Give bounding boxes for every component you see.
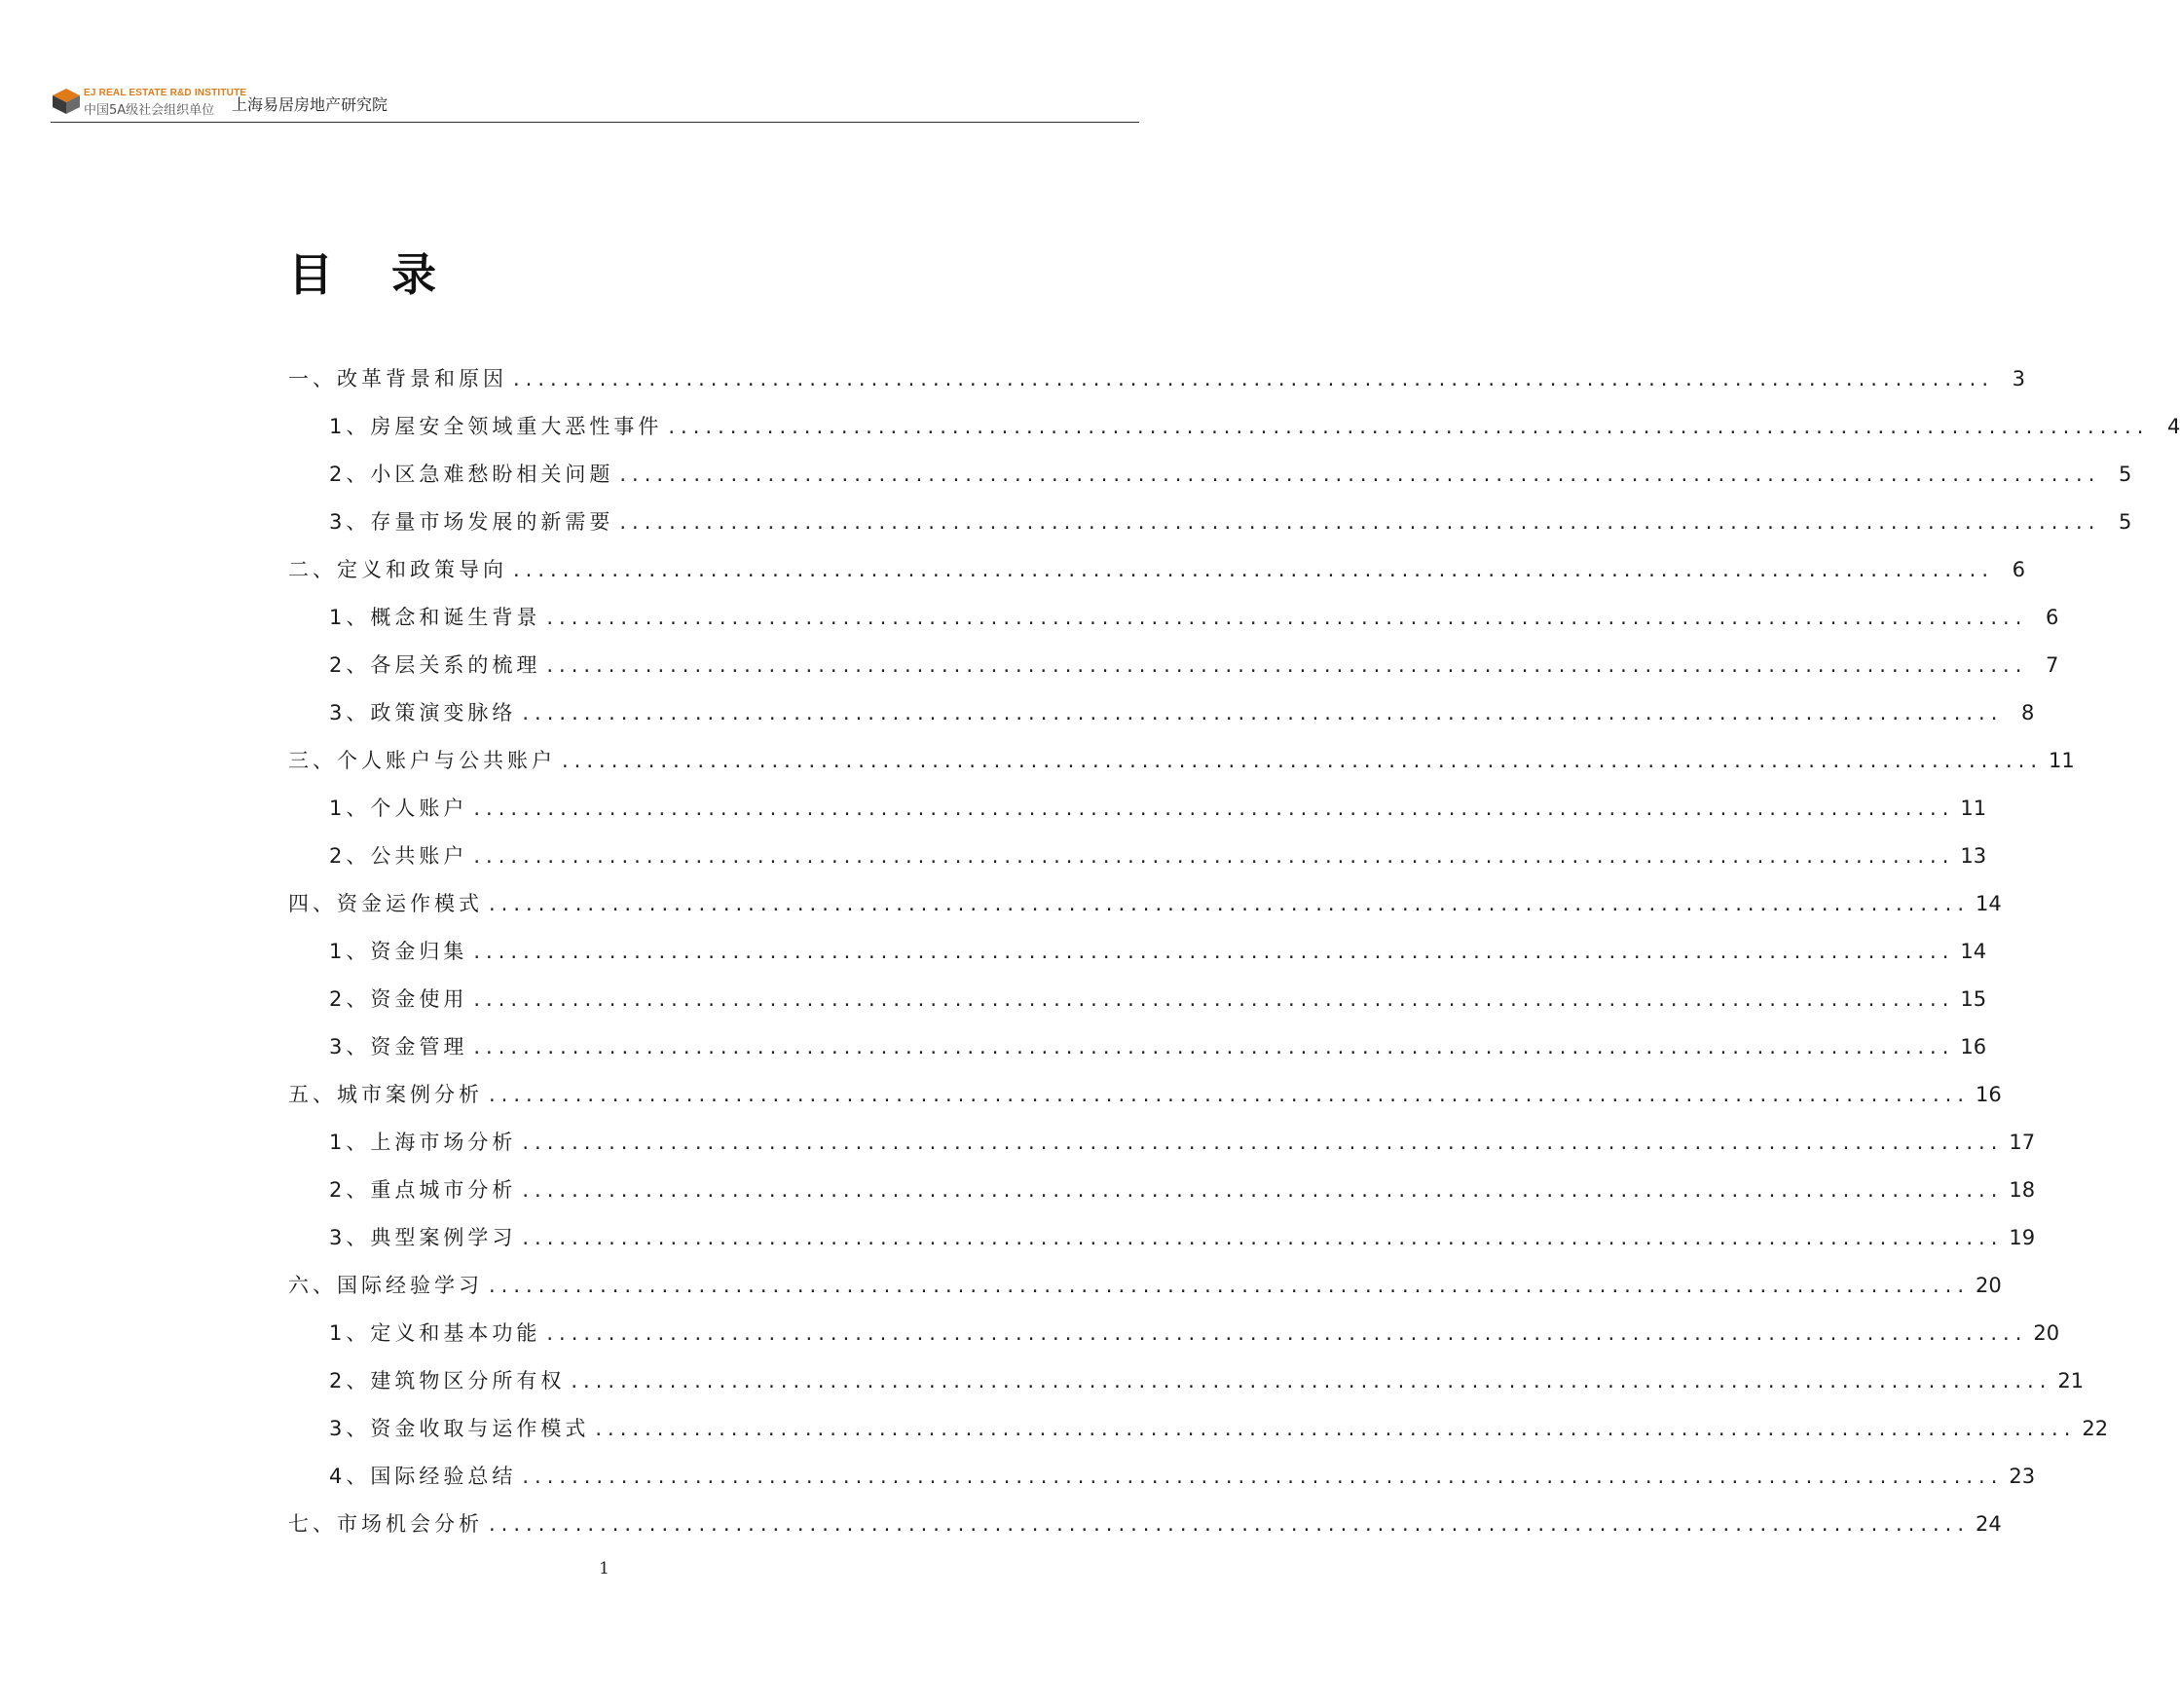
toc-entry-section[interactable] (288, 1461, 2036, 1508)
toc-entry-label: 3、资金收取与运作模式 (329, 1417, 590, 1440)
toc-dot-leader: ........................................................................................................................ (619, 463, 2101, 486)
toc-entry-page: 15 (1960, 987, 1987, 1011)
toc-entry-page: 14 (1976, 892, 2002, 915)
toc-entry-page: 3 (2012, 367, 2026, 390)
toc-entry-page: 20 (1976, 1274, 2002, 1297)
toc-entry-chapter[interactable] (288, 1508, 2002, 1556)
toc-entry-section[interactable] (288, 1318, 2060, 1365)
toc-entry-label: 3、政策演变脉络 (329, 701, 517, 724)
toc-dot-leader: ........................................................................................................................ (473, 987, 1955, 1011)
toc-entry-label: 二、定义和政策导向 (288, 558, 507, 581)
toc-entry-chapter[interactable] (288, 745, 2075, 793)
toc-dot-leader: ........................................................................................................................ (546, 606, 2028, 629)
toc-entry-section[interactable] (288, 1031, 1987, 1079)
toc-entry-page: 19 (2009, 1226, 2036, 1249)
toc-entry-label: 2、小区急难愁盼相关问题 (329, 463, 614, 486)
table-of-contents (288, 363, 2180, 1556)
toc-entry-page: 20 (2033, 1321, 2060, 1345)
toc-entry-label: 1、房屋安全领域重大恶性事件 (329, 415, 663, 438)
toc-entry-page: 11 (1960, 797, 1987, 820)
toc-entry-label: 4、国际经验总结 (329, 1465, 517, 1488)
toc-entry-label: 2、各层关系的梳理 (329, 653, 541, 677)
toc-entry-section[interactable] (288, 411, 2180, 459)
toc-entry-page: 24 (1976, 1512, 2002, 1536)
toc-entry-page: 5 (2119, 463, 2132, 486)
toc-entry-page: 8 (2021, 701, 2035, 724)
toc-entry-label: 1、上海市场分析 (329, 1131, 517, 1154)
toc-dot-leader: ........................................................................................................................ (522, 1226, 2004, 1249)
toc-entry-label: 1、个人账户 (329, 797, 468, 820)
toc-entry-section[interactable] (288, 697, 2035, 745)
toc-entry-chapter[interactable] (288, 554, 2026, 602)
toc-dot-leader: ........................................................................................................................ (619, 510, 2101, 534)
toc-entry-label: 1、资金归集 (329, 940, 468, 963)
toc-entry-label: 3、存量市场发展的新需要 (329, 510, 614, 534)
toc-dot-leader: ........................................................................................................................ (473, 940, 1955, 963)
toc-dot-leader: ........................................................................................................................ (546, 1321, 2028, 1345)
toc-dot-leader: ........................................................................................................................ (473, 1035, 1955, 1058)
toc-dot-leader: ........................................................................................................................ (489, 1274, 1971, 1297)
cube-logo-icon (51, 88, 82, 115)
toc-entry-label: 六、国际经验学习 (288, 1274, 483, 1297)
toc-dot-leader: ........................................................................................................................ (473, 844, 1955, 868)
toc-entry-label: 1、定义和基本功能 (329, 1321, 541, 1345)
toc-entry-page: 16 (1976, 1083, 2002, 1106)
toc-dot-leader: ........................................................................................................................ (489, 892, 1971, 915)
toc-entry-label: 3、资金管理 (329, 1035, 468, 1058)
toc-entry-chapter[interactable] (288, 888, 2002, 936)
toc-entry-chapter[interactable] (288, 1270, 2002, 1318)
toc-entry-section[interactable] (288, 1365, 2085, 1413)
toc-entry-section[interactable] (288, 1127, 2036, 1174)
toc-dot-leader: ........................................................................................................................ (522, 1131, 2004, 1154)
toc-dot-leader: ........................................................................................................................ (522, 1178, 2004, 1202)
toc-entry-page: 23 (2009, 1465, 2036, 1488)
toc-entry-page: 11 (2049, 749, 2075, 772)
toc-entry-section[interactable] (288, 506, 2132, 554)
toc-entry-page: 6 (2012, 558, 2026, 581)
toc-entry-label: 五、城市案例分析 (288, 1083, 483, 1106)
toc-entry-section[interactable] (288, 1222, 2036, 1270)
toc-entry-chapter[interactable] (288, 1079, 2002, 1127)
toc-entry-section[interactable] (288, 1413, 2109, 1461)
toc-entry-label: 3、典型案例学习 (329, 1226, 517, 1249)
toc-entry-label: 2、公共账户 (329, 844, 468, 868)
toc-entry-section[interactable] (288, 602, 2059, 650)
toc-entry-page: 14 (1960, 940, 1987, 963)
toc-entry-label: 2、建筑物区分所有权 (329, 1369, 566, 1392)
toc-entry-label: 2、重点城市分析 (329, 1178, 517, 1202)
toc-dot-leader: ........................................................................................................................ (522, 701, 2004, 724)
toc-dot-leader: ........................................................................................................................ (489, 1083, 1971, 1106)
toc-entry-section[interactable] (288, 793, 1987, 840)
toc-entry-page: 16 (1960, 1035, 1987, 1058)
toc-entry-section[interactable] (288, 984, 1987, 1031)
toc-entry-section[interactable] (288, 1174, 2036, 1222)
toc-entry-section[interactable] (288, 650, 2059, 697)
toc-entry-page: 13 (1960, 844, 1987, 868)
toc-entry-label: 2、资金使用 (329, 987, 468, 1011)
toc-dot-leader: ........................................................................................................................ (595, 1417, 2077, 1440)
toc-entry-section[interactable] (288, 459, 2132, 506)
logo-text-en: EJ REAL ESTATE R&D INSTITUTE (84, 88, 247, 98)
toc-entry-page: 7 (2046, 653, 2059, 677)
toc-dot-leader: ........................................................................................................................ (668, 415, 2150, 438)
toc-dot-leader: ........................................................................................................................ (513, 558, 1995, 581)
page-number: 1 (599, 1559, 610, 1578)
toc-dot-leader: ........................................................................................................................ (562, 749, 2044, 772)
header-divider (51, 122, 1139, 123)
toc-entry-page: 18 (2009, 1178, 2036, 1202)
toc-entry-page: 21 (2057, 1369, 2085, 1392)
toc-dot-leader: ........................................................................................................................ (513, 367, 1995, 390)
toc-entry-page: 22 (2082, 1417, 2109, 1440)
document-header (51, 82, 1139, 121)
toc-dot-leader: ........................................................................................................................ (473, 797, 1955, 820)
toc-entry-label: 一、改革背景和原因 (288, 367, 507, 390)
toc-entry-label: 四、资金运作模式 (288, 892, 483, 915)
institute-name: 上海易居房地产研究院 (232, 95, 388, 114)
toc-entry-section[interactable] (288, 936, 1987, 984)
logo-text-cn: 中国5A级社会组织单位 (84, 103, 215, 118)
toc-entry-label: 七、市场机会分析 (288, 1512, 483, 1536)
toc-dot-leader: ........................................................................................................................ (571, 1369, 2052, 1392)
toc-entry-label: 三、个人账户与公共账户 (288, 749, 556, 772)
toc-title: 目 录 (288, 248, 459, 301)
toc-entry-chapter[interactable] (288, 363, 2026, 411)
toc-entry-page: 6 (2046, 606, 2059, 629)
toc-dot-leader: ........................................................................................................................ (546, 653, 2028, 677)
toc-entry-page: 5 (2119, 510, 2132, 534)
toc-dot-leader: ........................................................................................................................ (522, 1465, 2004, 1488)
toc-entry-page: 4 (2167, 415, 2180, 438)
toc-entry-section[interactable] (288, 840, 1987, 888)
toc-dot-leader: ........................................................................................................................ (489, 1512, 1971, 1536)
toc-entry-label: 1、概念和诞生背景 (329, 606, 541, 629)
toc-entry-page: 17 (2009, 1131, 2036, 1154)
